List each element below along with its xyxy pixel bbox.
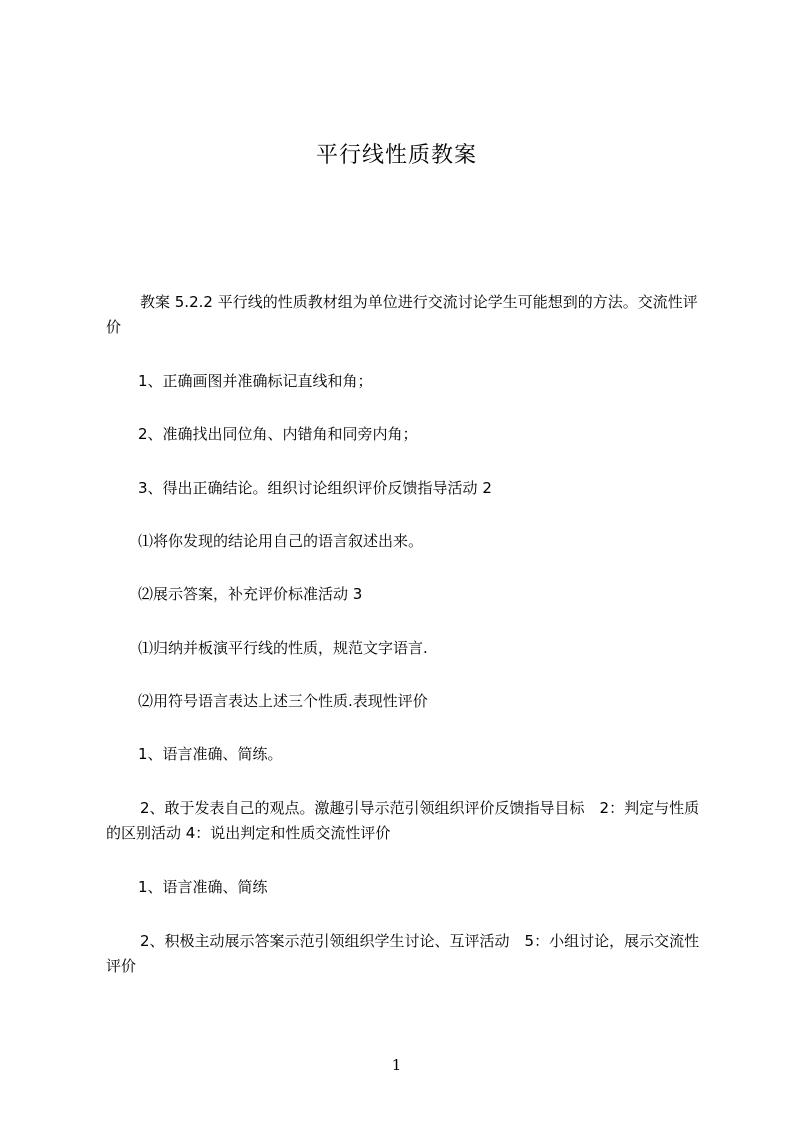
paragraph-item-7: 2、积极主动展示答案示范引领组织学生讨论、互评活动 5：小组讨论，展示交流性评价 (106, 932, 700, 975)
paragraph-sub-4: ⑵用符号语言表达上述三个性质.表现性评价 (138, 692, 428, 710)
paragraph-item-6: 1、语言准确、简练 (138, 878, 268, 896)
page-number: 1 (391, 1056, 402, 1074)
paragraph-item-5: 2、敢于发表自己的观点。激趣引导示范引领组织评价反馈指导目标 2：判定与性质的区别活动 4：说出判定和性质交流性评价 (106, 799, 700, 842)
paragraph-sub-2: ⑵展示答案，补充评价标准活动 3 (138, 585, 363, 603)
paragraph-intro: 教案 5.2.2 平行线的性质教材组为单位进行交流讨论学生可能想到的方法。交流性评价 (106, 293, 698, 336)
paragraph-item-4: 1、语言准确、简练。 (138, 745, 283, 763)
document-title: 平行线性质教案 (315, 143, 477, 168)
paragraph-item-3: 3、得出正确结论。组织讨论组织评价反馈指导活动 2 (138, 479, 492, 497)
paragraph-item-1: 1、正确画图并准确标记直线和角； (138, 372, 373, 390)
paragraph-item-2: 2、准确找出同位角、内错角和同旁内角； (138, 425, 418, 443)
paragraph-sub-1: ⑴将你发现的结论用自己的语言叙述出来。 (138, 532, 424, 550)
paragraph-sub-3: ⑴归纳并板演平行线的性质，规范文字语言. (138, 639, 428, 657)
